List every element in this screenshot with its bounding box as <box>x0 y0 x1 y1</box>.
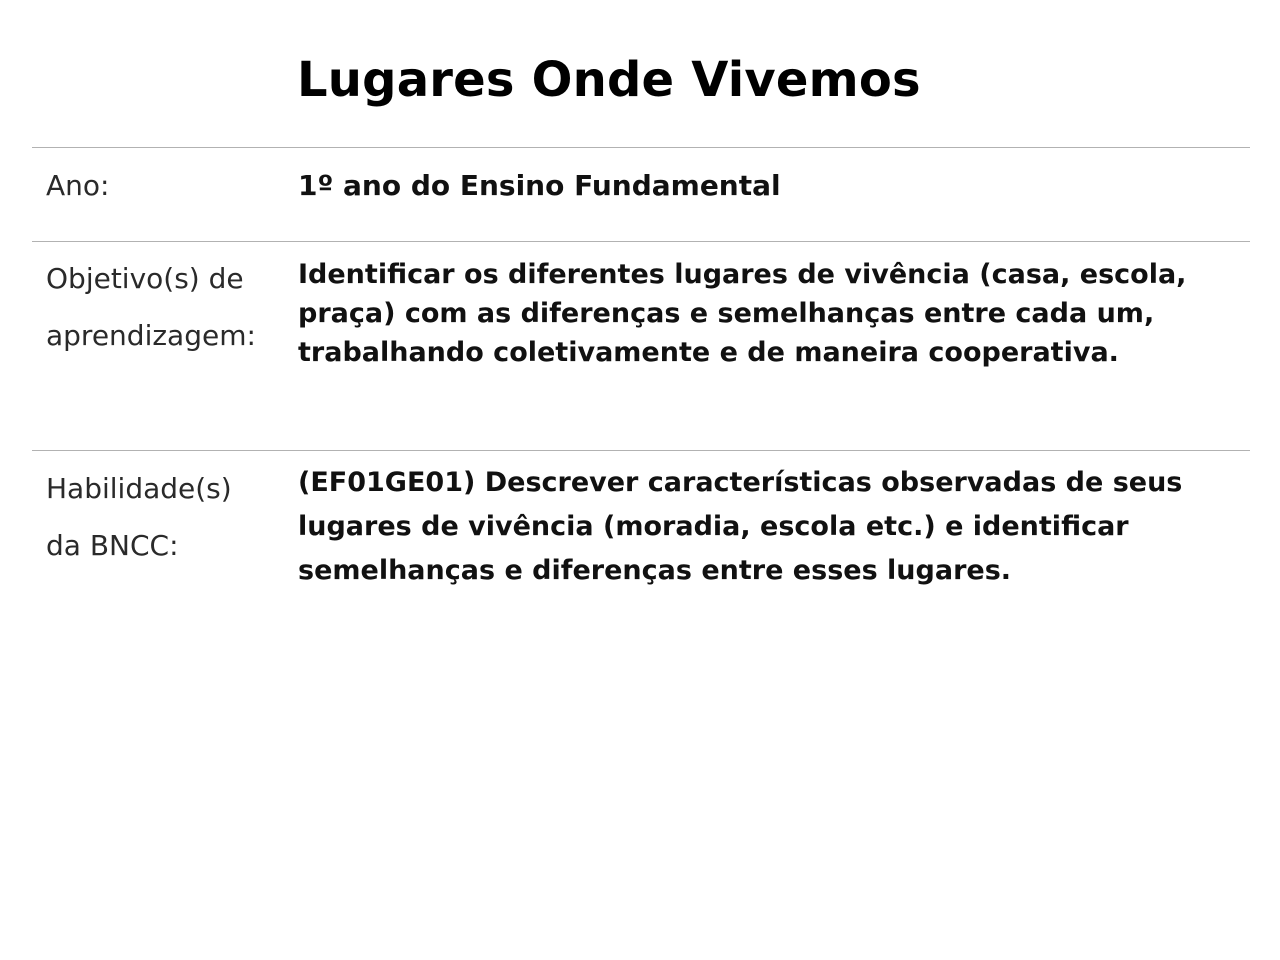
row-label-ano-text: Ano: <box>46 169 110 202</box>
row-label-objetivos-line-2: aprendizagem: <box>46 319 256 352</box>
row-value-objetivos: Identificar os diferentes lugares de vivência (casa, escola, praça) com as diferenças e semelhanças entre cada um, trabalhando coletivamente e de maneira cooperativa. <box>298 259 1187 368</box>
divider <box>32 147 1250 148</box>
divider <box>32 450 1250 451</box>
row-label-habilidades-line-1: Habilidade(s) <box>46 472 232 505</box>
row-label-ano <box>46 157 286 214</box>
row-label-objetivos-line-1: Objetivo(s) de <box>46 262 244 295</box>
row-value-habilidades: (EF01GE01) Descrever características observadas de seus lugares de vivência (moradia, escola etc.) e identificar semelhanças e diferenças entre esses lugares. <box>298 467 1183 586</box>
row-label-objetivos <box>46 250 286 364</box>
divider <box>32 241 1250 242</box>
page-title: Lugares Onde Vivemos <box>297 52 921 108</box>
row-value-ano: 1º ano do Ensino Fundamental <box>298 169 781 202</box>
row-label-habilidades <box>46 460 286 574</box>
row-label-habilidades-line-2: da BNCC: <box>46 529 179 562</box>
